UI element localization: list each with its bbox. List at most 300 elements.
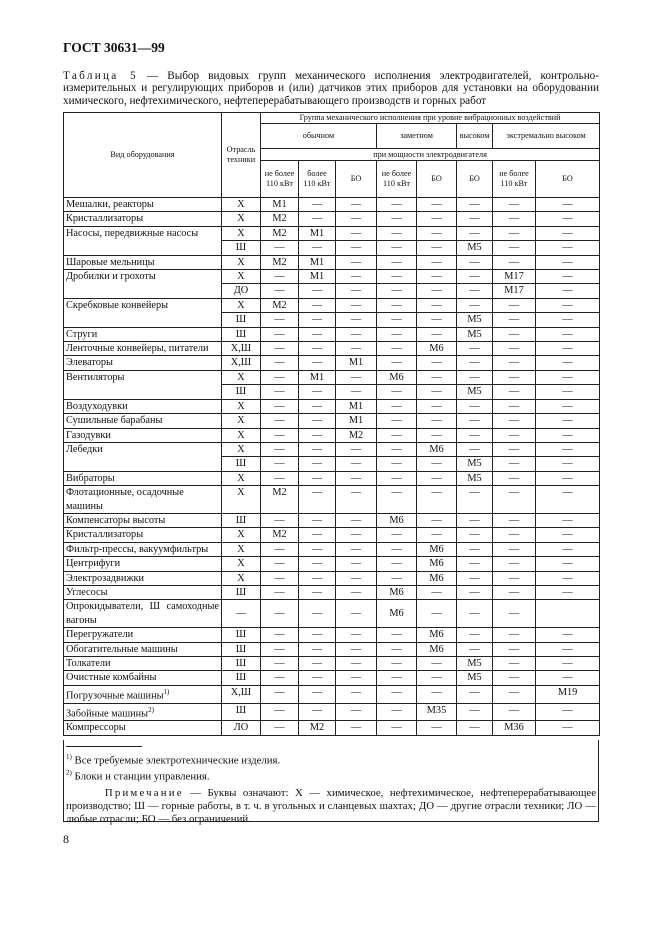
note-label: Примечание [104, 787, 184, 799]
group-cell: — [536, 198, 600, 212]
group-cell: — [261, 642, 299, 656]
group-cell: — [417, 226, 457, 240]
footnote-ref: 2) [148, 705, 154, 714]
group-cell: — [417, 327, 457, 341]
group-cell: — [493, 385, 536, 399]
group-cell: М6 [417, 571, 457, 585]
equipment-name-text: Элеваторы [66, 357, 113, 369]
group-cell: — [261, 428, 299, 442]
group-cell: — [493, 298, 536, 312]
group-cell: М2 [299, 721, 336, 735]
table-row [64, 486, 600, 514]
table-row [64, 356, 600, 370]
table-row [64, 513, 600, 527]
group-cell: — [299, 442, 336, 456]
equipment-name [64, 542, 222, 556]
equipment-name-text: Толкатели [66, 658, 111, 669]
group-cell: — [261, 270, 299, 284]
industry-cell: Ш [222, 642, 261, 656]
industry-cell: Х [222, 557, 261, 571]
table-row [64, 600, 600, 628]
group-cell: — [261, 657, 299, 671]
group-cell: — [457, 600, 493, 628]
group-cell: М6 [417, 342, 457, 356]
group-cell: — [336, 685, 377, 703]
group-cell: М6 [417, 628, 457, 642]
industry-cell: Х [222, 414, 261, 428]
group-cell: — [417, 457, 457, 471]
industry-cell: Ш [222, 671, 261, 685]
group-cell: — [457, 442, 493, 456]
group-cell: — [493, 414, 536, 428]
equipment-name [64, 642, 222, 656]
group-cell: — [336, 385, 377, 399]
group-cell: — [299, 342, 336, 356]
group-cell: — [336, 270, 377, 284]
group-cell: — [261, 557, 299, 571]
group-cell: М35 [417, 703, 457, 721]
group-cell: — [493, 356, 536, 370]
group-cell: — [536, 226, 600, 240]
group-cell: — [261, 457, 299, 471]
group-cell: — [493, 600, 536, 628]
group-cell: — [336, 703, 377, 721]
caption-label: Таблица 5 [63, 70, 138, 82]
group-cell: — [493, 313, 536, 327]
document-header: ГОСТ 30631—99 [63, 40, 165, 55]
equipment-name-text: Углесосы [66, 586, 108, 598]
equipment-table [63, 112, 600, 736]
power-title: при мощности электродвигателя [261, 149, 600, 161]
group-cell: — [457, 571, 493, 585]
industry-cell: Ш [222, 657, 261, 671]
equipment-name-text: Кристаллизаторы [66, 529, 144, 541]
group-cell: — [377, 457, 417, 471]
group-cell: — [377, 557, 417, 571]
industry-cell: Ш [222, 703, 261, 721]
group-cell: — [493, 471, 536, 485]
group-cell: — [493, 657, 536, 671]
group-cell: — [336, 284, 377, 298]
group-cell: — [336, 671, 377, 685]
group-cell: — [299, 685, 336, 703]
equipment-name-text: Очистные комбайны [66, 672, 157, 684]
group-cell: — [261, 356, 299, 370]
equipment-name-text: Вибраторы [66, 472, 115, 484]
equipment-name-text: Сушильные барабаны [66, 415, 163, 427]
group-cell: — [299, 457, 336, 471]
equipment-name [64, 327, 222, 341]
group-cell: — [261, 703, 299, 721]
group-cell: М1 [336, 399, 377, 413]
group-cell: — [536, 298, 600, 312]
group-cell: — [493, 513, 536, 527]
group-cell: — [377, 414, 417, 428]
table-row [64, 642, 600, 656]
group-cell [536, 600, 600, 628]
group-cell: — [457, 486, 493, 514]
equipment-name-text: Вентиляторы [66, 371, 125, 383]
group-cell: — [417, 486, 457, 514]
group-cell: — [261, 385, 299, 399]
group-cell: — [493, 528, 536, 542]
group-cell: — [299, 542, 336, 556]
group-cell: — [261, 513, 299, 527]
group-cell: — [536, 342, 600, 356]
industry-cell: Ш [222, 241, 261, 255]
group-cell: — [457, 513, 493, 527]
group-cell: — [336, 542, 377, 556]
group-cell: М1 [336, 356, 377, 370]
industry-cell: Х [222, 542, 261, 556]
group-cell: М2 [261, 212, 299, 226]
group-cell: — [493, 428, 536, 442]
equipment-name-text: Шаровые мельницы [66, 256, 155, 268]
group-cell: — [457, 255, 493, 269]
group-cell: М6 [377, 513, 417, 527]
group-cell: — [336, 313, 377, 327]
page-number: 8 [63, 832, 69, 846]
power-upto: не более 110 кВт [261, 161, 299, 198]
group-cell: — [377, 399, 417, 413]
group-cell: — [457, 212, 493, 226]
group-cell: — [417, 721, 457, 735]
power-bo: БО [336, 161, 377, 198]
group-cell: — [417, 255, 457, 269]
equipment-name-text: Компенсаторы высоты [66, 514, 166, 526]
group-cell: — [377, 721, 417, 735]
group-cell: — [299, 313, 336, 327]
group-cell: — [299, 585, 336, 599]
table-body [64, 198, 600, 736]
group-cell: — [417, 414, 457, 428]
group-cell: М5 [457, 313, 493, 327]
equipment-name-text: Электрозадвижки [66, 572, 145, 584]
table-row [64, 399, 600, 413]
level-extreme: экстремально высоком [493, 124, 600, 149]
group-cell: — [336, 657, 377, 671]
equipment-name-text: Обогатительные машины [66, 643, 178, 655]
table-row [64, 198, 600, 212]
group-cell: — [261, 284, 299, 298]
group-cell: — [457, 342, 493, 356]
caption-text: — Выбор видовых групп механического исполнения электродвигателей, контрольно-измерительных и регулирующих приборов и (или) датчиков этих приборов для установки на оборудовании химического, нефтехимического, нефтеперерабатывающего производств и горных работ [63, 70, 600, 107]
footnote-1 [66, 753, 280, 767]
table-row [64, 370, 600, 384]
group-cell: — [299, 471, 336, 485]
group-cell: — [261, 471, 299, 485]
group-cell: М1 [299, 370, 336, 384]
equipment-name [64, 571, 222, 585]
group-cell: — [457, 685, 493, 703]
industry-cell: Х,Ш [222, 685, 261, 703]
level-noticeable: заметном [377, 124, 457, 149]
group-cell: — [336, 457, 377, 471]
table-row [64, 585, 600, 599]
equipment-name [64, 399, 222, 413]
equipment-name-text: Газодувки [66, 429, 111, 441]
equipment-name [64, 342, 222, 356]
power-bo: БО [417, 161, 457, 198]
equipment-name [64, 703, 222, 721]
group-cell: — [493, 571, 536, 585]
group-cell: М5 [457, 385, 493, 399]
group-cell: — [457, 226, 493, 240]
footnote-1-mark: 1) [66, 753, 72, 761]
table-row [64, 571, 600, 585]
group-cell: — [336, 212, 377, 226]
group-cell: М2 [336, 428, 377, 442]
equipment-name [64, 442, 222, 471]
industry-cell: Х [222, 212, 261, 226]
industry-cell: Ш [222, 628, 261, 642]
group-cell: — [377, 486, 417, 514]
table-row [64, 471, 600, 485]
group-cell: — [536, 255, 600, 269]
group-cell: М1 [299, 226, 336, 240]
industry-cell: Х,Ш [222, 342, 261, 356]
power-over: более 110 кВт [299, 161, 336, 198]
industry-cell: Х [222, 270, 261, 284]
group-cell: — [417, 600, 457, 628]
group-cell: — [336, 528, 377, 542]
industry-cell: Ш [222, 313, 261, 327]
group-cell: — [457, 356, 493, 370]
level-high: высоком [457, 124, 493, 149]
equipment-name [64, 198, 222, 212]
group-cell: М17 [493, 284, 536, 298]
group-cell: — [261, 628, 299, 642]
group-cell: — [493, 628, 536, 642]
equipment-name-text: Флотационные, осадочные машины [66, 487, 184, 512]
group-cell: — [417, 212, 457, 226]
group-cell: — [417, 671, 457, 685]
table-row [64, 703, 600, 721]
industry-cell: Х [222, 198, 261, 212]
power-bo: БО [457, 161, 493, 198]
table-row [64, 657, 600, 671]
group-cell: — [536, 528, 600, 542]
table-row [64, 414, 600, 428]
group-cell: — [417, 370, 457, 384]
group-cell: — [336, 471, 377, 485]
footnote-2-text: Блоки и станции управления. [74, 770, 210, 783]
group-cell: — [377, 356, 417, 370]
group-cell: — [536, 557, 600, 571]
group-cell: — [493, 585, 536, 599]
industry-cell: Х [222, 255, 261, 269]
group-cell: — [493, 212, 536, 226]
group-cell: М1 [299, 270, 336, 284]
group-cell: — [417, 284, 457, 298]
group-cell: — [493, 255, 536, 269]
group-cell: — [457, 270, 493, 284]
group-cell: — [493, 342, 536, 356]
group-cell: — [417, 356, 457, 370]
group-cell: — [377, 528, 417, 542]
equipment-name [64, 255, 222, 269]
group-cell: — [457, 703, 493, 721]
table-row [64, 628, 600, 642]
group-cell: М5 [457, 327, 493, 341]
group-cell: М1 [299, 255, 336, 269]
group-cell: — [457, 198, 493, 212]
equipment-name [64, 414, 222, 428]
equipment-name [64, 528, 222, 542]
equipment-name-text: Скребковые конвейеры [66, 299, 169, 311]
group-cell: — [457, 428, 493, 442]
group-cell: — [336, 442, 377, 456]
group-cell: — [377, 313, 417, 327]
group-title: Группа механического исполнения при уровне вибрационных воздействий [261, 113, 600, 124]
table-row [64, 226, 600, 240]
group-cell: — [536, 241, 600, 255]
group-cell: М6 [417, 542, 457, 556]
group-cell: — [377, 198, 417, 212]
group-cell: — [377, 571, 417, 585]
group-cell: — [261, 721, 299, 735]
group-cell: — [536, 657, 600, 671]
group-cell: — [299, 671, 336, 685]
industry-cell: ДО [222, 284, 261, 298]
group-cell: — [377, 471, 417, 485]
equipment-name-text: Воздуходувки [66, 400, 128, 412]
group-cell: — [336, 255, 377, 269]
group-cell: М5 [457, 471, 493, 485]
footnote-2 [66, 769, 210, 783]
industry-cell: Х [222, 528, 261, 542]
group-cell: М2 [261, 226, 299, 240]
equipment-name-text: Центрифуги [66, 558, 121, 570]
industry-cell: Х [222, 399, 261, 413]
group-cell: — [536, 442, 600, 456]
group-cell: — [457, 399, 493, 413]
group-cell: — [536, 327, 600, 341]
group-cell: — [536, 703, 600, 721]
table-row [64, 270, 600, 284]
group-cell: — [336, 327, 377, 341]
industry-cell: — [222, 600, 261, 628]
group-cell: — [493, 370, 536, 384]
industry-cell: Х [222, 442, 261, 456]
group-cell: М6 [377, 370, 417, 384]
group-cell: — [299, 557, 336, 571]
equipment-name-text: Опрокидыватели, Ш самоходные вагоны [66, 601, 219, 626]
group-cell: — [299, 428, 336, 442]
group-cell: — [536, 356, 600, 370]
group-cell: — [299, 414, 336, 428]
equipment-name-text: Погрузочные машины [66, 690, 164, 702]
group-cell: — [457, 721, 493, 735]
group-cell: — [457, 370, 493, 384]
equipment-name [64, 270, 222, 299]
group-cell: — [377, 327, 417, 341]
industry-cell: Х [222, 370, 261, 384]
equipment-name [64, 657, 222, 671]
group-cell: — [417, 198, 457, 212]
industry-cell: Х [222, 226, 261, 240]
group-cell: — [493, 198, 536, 212]
group-cell: — [536, 628, 600, 642]
group-cell: — [299, 356, 336, 370]
group-cell: — [261, 399, 299, 413]
group-cell: — [377, 212, 417, 226]
group-cell: — [261, 600, 299, 628]
equipment-name-text: Мешалки, реакторы [66, 199, 154, 210]
group-cell: — [261, 342, 299, 356]
group-cell: — [493, 399, 536, 413]
power-upto: не более 110 кВт [493, 161, 536, 198]
group-cell: — [299, 198, 336, 212]
equipment-name-text: Фильтр-прессы, вакуумфильтры [66, 543, 209, 555]
col-equipment: Вид оборудования [64, 113, 222, 198]
group-cell: — [299, 657, 336, 671]
table-note [66, 787, 596, 826]
group-cell: — [417, 685, 457, 703]
group-cell: — [536, 370, 600, 384]
group-cell: — [417, 528, 457, 542]
group-cell: — [299, 241, 336, 255]
group-cell: М19 [536, 685, 600, 703]
group-cell: — [377, 642, 417, 656]
group-cell: — [417, 241, 457, 255]
group-cell: М1 [261, 198, 299, 212]
equipment-name [64, 721, 222, 735]
table-row [64, 255, 600, 269]
table-row [64, 327, 600, 341]
group-cell: — [457, 528, 493, 542]
group-cell: М6 [417, 557, 457, 571]
table-row [64, 442, 600, 456]
equipment-name-text: Забойные машины [66, 708, 149, 720]
table-row [64, 528, 600, 542]
group-cell: — [299, 284, 336, 298]
group-cell: — [336, 642, 377, 656]
group-cell: — [336, 628, 377, 642]
group-cell: — [417, 270, 457, 284]
group-cell: М17 [493, 270, 536, 284]
group-cell: — [299, 486, 336, 514]
group-cell: — [536, 542, 600, 556]
group-cell: — [536, 513, 600, 527]
industry-cell: Ш [222, 585, 261, 599]
group-cell: — [377, 284, 417, 298]
group-cell: — [261, 685, 299, 703]
equipment-name-text: Ленточные конвейеры, питатели [66, 343, 209, 355]
industry-cell: Х [222, 571, 261, 585]
table-row [64, 685, 600, 703]
group-cell: М5 [457, 671, 493, 685]
group-cell: — [536, 457, 600, 471]
footnotes-block [63, 740, 599, 825]
group-cell: — [536, 671, 600, 685]
equipment-name [64, 212, 222, 226]
industry-cell: ЛО [222, 721, 261, 735]
group-cell: — [299, 327, 336, 341]
equipment-name-text: Перегружатели [66, 629, 134, 641]
group-cell: — [493, 642, 536, 656]
power-bo: БО [536, 161, 600, 198]
group-cell: М2 [261, 528, 299, 542]
group-cell: — [336, 342, 377, 356]
group-cell: — [493, 685, 536, 703]
group-cell: — [336, 370, 377, 384]
group-cell: — [457, 642, 493, 656]
group-cell: — [336, 241, 377, 255]
group-cell: — [336, 585, 377, 599]
group-cell: М2 [261, 255, 299, 269]
group-cell: — [377, 657, 417, 671]
